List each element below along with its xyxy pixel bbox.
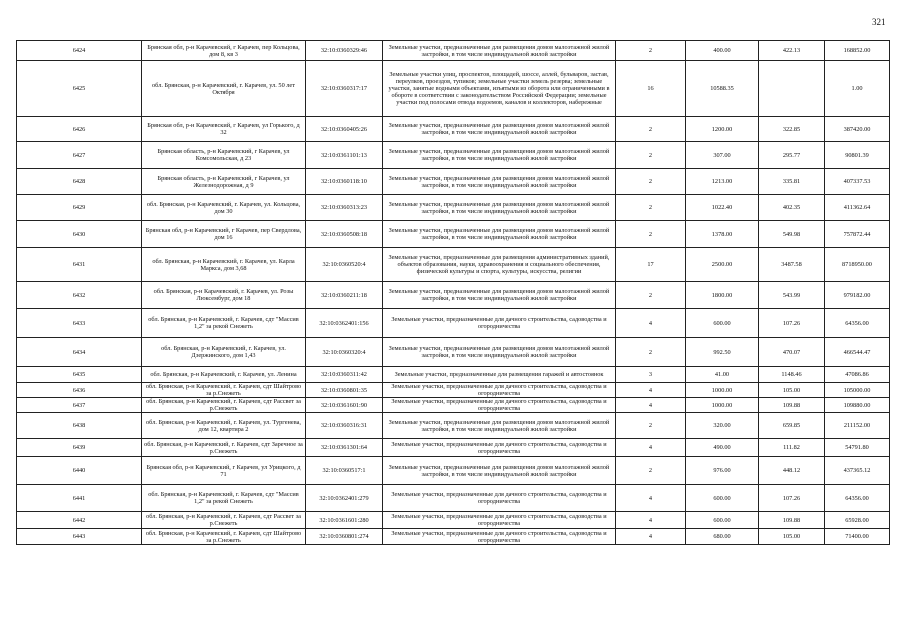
area-cell: 307.00: [686, 142, 759, 169]
cadastral-number-cell: 32:10:0361101:13: [306, 142, 383, 169]
cadastral-value-cell: 64356.00: [825, 309, 890, 338]
area-cell: 1000.00: [686, 383, 759, 398]
address-cell: обл. Брянская, р-н Карачевский, г. Карачев, сдт Рассвет за р.Снежеть: [142, 512, 306, 529]
cadastral-number-cell: 32:10:0361601:280: [306, 512, 383, 529]
land-use-cell: Земельные участки, предназначенные для дачного строительства, садоводства и огородничества: [383, 485, 616, 512]
use-group-cell: 4: [616, 309, 686, 338]
table-row: [17, 221, 890, 248]
cadastral-value-cell: 211152.00: [825, 413, 890, 439]
cadastral-value-cell: 1.00: [825, 61, 890, 117]
cadastral-number-cell: 32:10:0360211:18: [306, 282, 383, 309]
cadastral-number-cell: 32:10:0360317:17: [306, 61, 383, 117]
row-number: 6440: [17, 457, 142, 485]
table-row: [17, 457, 890, 485]
table-row: [17, 413, 890, 439]
area-cell: 680.00: [686, 529, 759, 545]
address-cell: обл. Брянская, р-н Карачевский, г. Карачев, сдт "Массив 1,2" за рекой Снежеть: [142, 485, 306, 512]
address-cell: обл. Брянская, р-н Карачевский, г. Карачев, ул. Дзержинского, дом 1,43: [142, 338, 306, 367]
cadastral-number-cell: 32:10:0362401:156: [306, 309, 383, 338]
row-number: 6431: [17, 248, 142, 282]
address-cell: обл. Брянская, р-н Карачевский, г. Карачев, ул. 50 лет Октября: [142, 61, 306, 117]
area-cell: 41.00: [686, 367, 759, 383]
address-cell: обл. Брянская, р-н Карачевский, г. Карачев, ул. Ленина: [142, 367, 306, 383]
use-group-cell: 3: [616, 367, 686, 383]
area-cell: 2500.00: [686, 248, 759, 282]
cadastral-number-cell: 32:10:0360508:18: [306, 221, 383, 248]
land-use-cell: Земельные участки, предназначенные для дачного строительства, садоводства и огородничества: [383, 398, 616, 413]
use-group-cell: 4: [616, 485, 686, 512]
land-use-cell: Земельные участки, предназначенные для размещения домов малоэтажной жилой застройки, в том числе индивидуальной жилой застройки: [383, 457, 616, 485]
use-group-cell: 2: [616, 282, 686, 309]
table-row: [17, 398, 890, 413]
area-cell: 1000.00: [686, 398, 759, 413]
table-row: [17, 439, 890, 457]
land-use-cell: Земельные участки, предназначенные для размещения гаражей и автостоянок: [383, 367, 616, 383]
row-number: 6437: [17, 398, 142, 413]
cadastral-number-cell: 32:10:0360311:42: [306, 367, 383, 383]
table-row: [17, 248, 890, 282]
use-group-cell: 4: [616, 529, 686, 545]
land-use-cell: Земельные участки, предназначенные для дачного строительства, садоводства и огородничества: [383, 439, 616, 457]
address-cell: Брянская обл, р-н Карачевский, г Карачев, ул Горького, д 32: [142, 117, 306, 142]
cadastral-value-table: [16, 40, 890, 545]
address-cell: обл. Брянская, р-н Карачевский, г. Карачев, сдт Шайтрово за р.Снежеть: [142, 383, 306, 398]
cadastral-value-cell: 466544.47: [825, 338, 890, 367]
specific-value-cell: 335.81: [759, 169, 825, 195]
address-cell: обл. Брянская, р-н Карачевский, г. Карачев, сдт "Массив 1,2" за рекой Снежеть: [142, 309, 306, 338]
area-cell: 1800.00: [686, 282, 759, 309]
cadastral-value-cell: 109880.00: [825, 398, 890, 413]
specific-value-cell: [759, 61, 825, 117]
area-cell: 490.00: [686, 439, 759, 457]
table-row: [17, 367, 890, 383]
specific-value-cell: 105.00: [759, 383, 825, 398]
address-cell: обл. Брянская, р-н Карачевский, г. Карачев, сдт Заречное за р.Снежеть: [142, 439, 306, 457]
address-cell: обл. Брянская, р-н Карачевский, г. Карачев, ул. Кольцова, дом 30: [142, 195, 306, 221]
cadastral-value-cell: 757872.44: [825, 221, 890, 248]
specific-value-cell: 402.35: [759, 195, 825, 221]
row-number: 6441: [17, 485, 142, 512]
table-row: [17, 41, 890, 61]
cadastral-value-cell: 64356.00: [825, 485, 890, 512]
cadastral-value-cell: 65928.00: [825, 512, 890, 529]
row-number: 6438: [17, 413, 142, 439]
use-group-cell: 2: [616, 195, 686, 221]
specific-value-cell: 107.26: [759, 485, 825, 512]
area-cell: 10588.35: [686, 61, 759, 117]
land-use-cell: Земельные участки улиц, проспектов, площадей, шоссе, аллей, бульваров, застав, переулков, проездов, тупиков; земельные участки земель резерва; земельные участки, занятые водными объектами, изъятыми из оборота или ограниченными в обороте в соответствии с законодательством Российской Федерации; земельные участки под полосами отвода водоемов, каналов и коллекторов, набережные: [383, 61, 616, 117]
specific-value-cell: 543.99: [759, 282, 825, 309]
use-group-cell: 17: [616, 248, 686, 282]
specific-value-cell: 107.26: [759, 309, 825, 338]
page-number: 321: [872, 17, 886, 27]
specific-value-cell: 109.88: [759, 398, 825, 413]
land-use-cell: Земельные участки, предназначенные для размещения домов малоэтажной жилой застройки, в том числе индивидуальной жилой застройки: [383, 338, 616, 367]
row-number: 6435: [17, 367, 142, 383]
cadastral-value-cell: 437365.12: [825, 457, 890, 485]
land-use-cell: Земельные участки, предназначенные для размещения домов малоэтажной жилой застройки, в том числе индивидуальной жилой застройки: [383, 142, 616, 169]
cadastral-number-cell: 32:10:0361601:90: [306, 398, 383, 413]
table-row: [17, 338, 890, 367]
use-group-cell: 2: [616, 142, 686, 169]
cadastral-value-cell: 168852.00: [825, 41, 890, 61]
address-cell: обл. Брянская, р-н Карачевский, г. Карачев, ул. Карла Маркса, дом 3,68: [142, 248, 306, 282]
specific-value-cell: 109.88: [759, 512, 825, 529]
land-use-cell: Земельные участки, предназначенные для дачного строительства, садоводства и огородничества: [383, 512, 616, 529]
area-cell: 600.00: [686, 309, 759, 338]
cadastral-value-cell: 8718950.00: [825, 248, 890, 282]
address-cell: Брянская область, р-н Карачевский, г Карачев, ул Комсомольская, д 23: [142, 142, 306, 169]
row-number: 6430: [17, 221, 142, 248]
specific-value-cell: 1148.46: [759, 367, 825, 383]
cadastral-value-cell: 54791.80: [825, 439, 890, 457]
cadastral-value-cell: 71400.00: [825, 529, 890, 545]
use-group-cell: 2: [616, 117, 686, 142]
use-group-cell: 16: [616, 61, 686, 117]
use-group-cell: 2: [616, 413, 686, 439]
table-row: [17, 529, 890, 545]
address-cell: Брянская обл, р-н Карачевский, г Карачев, пер Свердлова, дом 16: [142, 221, 306, 248]
address-cell: Брянская обл, р-н Карачевский, г Карачев, ул Урицкого, д 71: [142, 457, 306, 485]
cadastral-number-cell: 32:10:0360118:10: [306, 169, 383, 195]
specific-value-cell: 659.85: [759, 413, 825, 439]
table-row: [17, 512, 890, 529]
table-row: [17, 117, 890, 142]
area-cell: 1378.00: [686, 221, 759, 248]
cadastral-value-cell: 47086.86: [825, 367, 890, 383]
use-group-cell: 4: [616, 439, 686, 457]
specific-value-cell: 111.82: [759, 439, 825, 457]
area-cell: 600.00: [686, 485, 759, 512]
area-cell: 976.00: [686, 457, 759, 485]
use-group-cell: 4: [616, 512, 686, 529]
row-number: 6443: [17, 529, 142, 545]
table-row: [17, 61, 890, 117]
table-body: [17, 41, 890, 545]
use-group-cell: 4: [616, 398, 686, 413]
area-cell: 1213.00: [686, 169, 759, 195]
specific-value-cell: 549.98: [759, 221, 825, 248]
row-number: 6436: [17, 383, 142, 398]
cadastral-number-cell: 32:10:0360313:23: [306, 195, 383, 221]
row-number: 6424: [17, 41, 142, 61]
area-cell: 320.00: [686, 413, 759, 439]
address-cell: Брянская обл, р-н Карачевский, г Карачев, пер Кольцова, дом 8, кв 3: [142, 41, 306, 61]
land-use-cell: Земельные участки, предназначенные для размещения административных зданий, объектов образования, науки, здравоохранения и социального обеспечения, физической культуры и спорта, культуры, искусства, религии: [383, 248, 616, 282]
table-row: [17, 282, 890, 309]
table-row: [17, 309, 890, 338]
cadastral-number-cell: 32:10:0361301:64: [306, 439, 383, 457]
cadastral-number-cell: 32:10:0360316:31: [306, 413, 383, 439]
land-use-cell: Земельные участки, предназначенные для размещения домов малоэтажной жилой застройки, в том числе индивидуальной жилой застройки: [383, 282, 616, 309]
land-use-cell: Земельные участки, предназначенные для размещения домов малоэтажной жилой застройки, в том числе индивидуальной жилой застройки: [383, 169, 616, 195]
land-use-cell: Земельные участки, предназначенные для дачного строительства, садоводства и огородничества: [383, 383, 616, 398]
area-cell: 1200.00: [686, 117, 759, 142]
table-row: [17, 142, 890, 169]
cadastral-number-cell: 32:10:0362401:279: [306, 485, 383, 512]
land-use-cell: Земельные участки, предназначенные для дачного строительства, садоводства и огородничества: [383, 529, 616, 545]
table-row: [17, 195, 890, 221]
row-number: 6439: [17, 439, 142, 457]
use-group-cell: 4: [616, 383, 686, 398]
row-number: 6428: [17, 169, 142, 195]
row-number: 6432: [17, 282, 142, 309]
address-cell: обл. Брянская, р-н Карачевский, г. Карачев, ул. Розы Люксембург, дом 18: [142, 282, 306, 309]
cadastral-value-cell: 979182.00: [825, 282, 890, 309]
area-cell: 600.00: [686, 512, 759, 529]
table-row: [17, 485, 890, 512]
land-use-cell: Земельные участки, предназначенные для дачного строительства, садоводства и огородничества: [383, 309, 616, 338]
land-use-cell: Земельные участки, предназначенные для размещения домов малоэтажной жилой застройки, в том числе индивидуальной жилой застройки: [383, 117, 616, 142]
row-number: 6425: [17, 61, 142, 117]
table-row: [17, 169, 890, 195]
cadastral-value-cell: 407337.53: [825, 169, 890, 195]
cadastral-number-cell: 32:10:0360320:4: [306, 338, 383, 367]
land-use-cell: Земельные участки, предназначенные для размещения домов малоэтажной жилой застройки, в том числе индивидуальной жилой застройки: [383, 195, 616, 221]
cadastral-value-cell: 387420.00: [825, 117, 890, 142]
table-row: [17, 383, 890, 398]
area-cell: 1022.40: [686, 195, 759, 221]
cadastral-number-cell: 32:10:0360520:4: [306, 248, 383, 282]
address-cell: обл. Брянская, р-н Карачевский, г. Карачев, сдт Шайтрово за р.Снежеть: [142, 529, 306, 545]
row-number: 6427: [17, 142, 142, 169]
row-number: 6433: [17, 309, 142, 338]
specific-value-cell: 3487.58: [759, 248, 825, 282]
row-number: 6442: [17, 512, 142, 529]
cadastral-number-cell: 32:10:0360801:274: [306, 529, 383, 545]
land-use-cell: Земельные участки, предназначенные для размещения домов малоэтажной жилой застройки, в том числе индивидуальной жилой застройки: [383, 221, 616, 248]
address-cell: обл. Брянская, р-н Карачевский, г. Карачев, сдт Рассвет за р.Снежеть: [142, 398, 306, 413]
cadastral-value-cell: 90801.39: [825, 142, 890, 169]
address-cell: Брянская область, р-н Карачевский, г Карачев, ул Железнодорожная, д 9: [142, 169, 306, 195]
cadastral-value-cell: 411362.64: [825, 195, 890, 221]
specific-value-cell: 105.00: [759, 529, 825, 545]
use-group-cell: 2: [616, 457, 686, 485]
row-number: 6434: [17, 338, 142, 367]
row-number: 6426: [17, 117, 142, 142]
area-cell: 992.50: [686, 338, 759, 367]
cadastral-value-cell: 105000.00: [825, 383, 890, 398]
use-group-cell: 2: [616, 41, 686, 61]
specific-value-cell: 295.77: [759, 142, 825, 169]
specific-value-cell: 448.12: [759, 457, 825, 485]
cadastral-number-cell: 32:10:0360517:1: [306, 457, 383, 485]
use-group-cell: 2: [616, 338, 686, 367]
specific-value-cell: 422.13: [759, 41, 825, 61]
area-cell: 400.00: [686, 41, 759, 61]
row-number: 6429: [17, 195, 142, 221]
cadastral-number-cell: 32:10:0360329:46: [306, 41, 383, 61]
land-use-cell: Земельные участки, предназначенные для размещения домов малоэтажной жилой застройки, в том числе индивидуальной жилой застройки: [383, 41, 616, 61]
cadastral-number-cell: 32:10:0360405:26: [306, 117, 383, 142]
specific-value-cell: 322.85: [759, 117, 825, 142]
use-group-cell: 2: [616, 221, 686, 248]
address-cell: обл. Брянская, р-н Карачевский, г. Карачев, ул. Тургенева, дом 12, квартира 2: [142, 413, 306, 439]
use-group-cell: 2: [616, 169, 686, 195]
cadastral-number-cell: 32:10:0360801:35: [306, 383, 383, 398]
land-use-cell: Земельные участки, предназначенные для размещения домов малоэтажной жилой застройки, в том числе индивидуальной жилой застройки: [383, 413, 616, 439]
specific-value-cell: 470.07: [759, 338, 825, 367]
